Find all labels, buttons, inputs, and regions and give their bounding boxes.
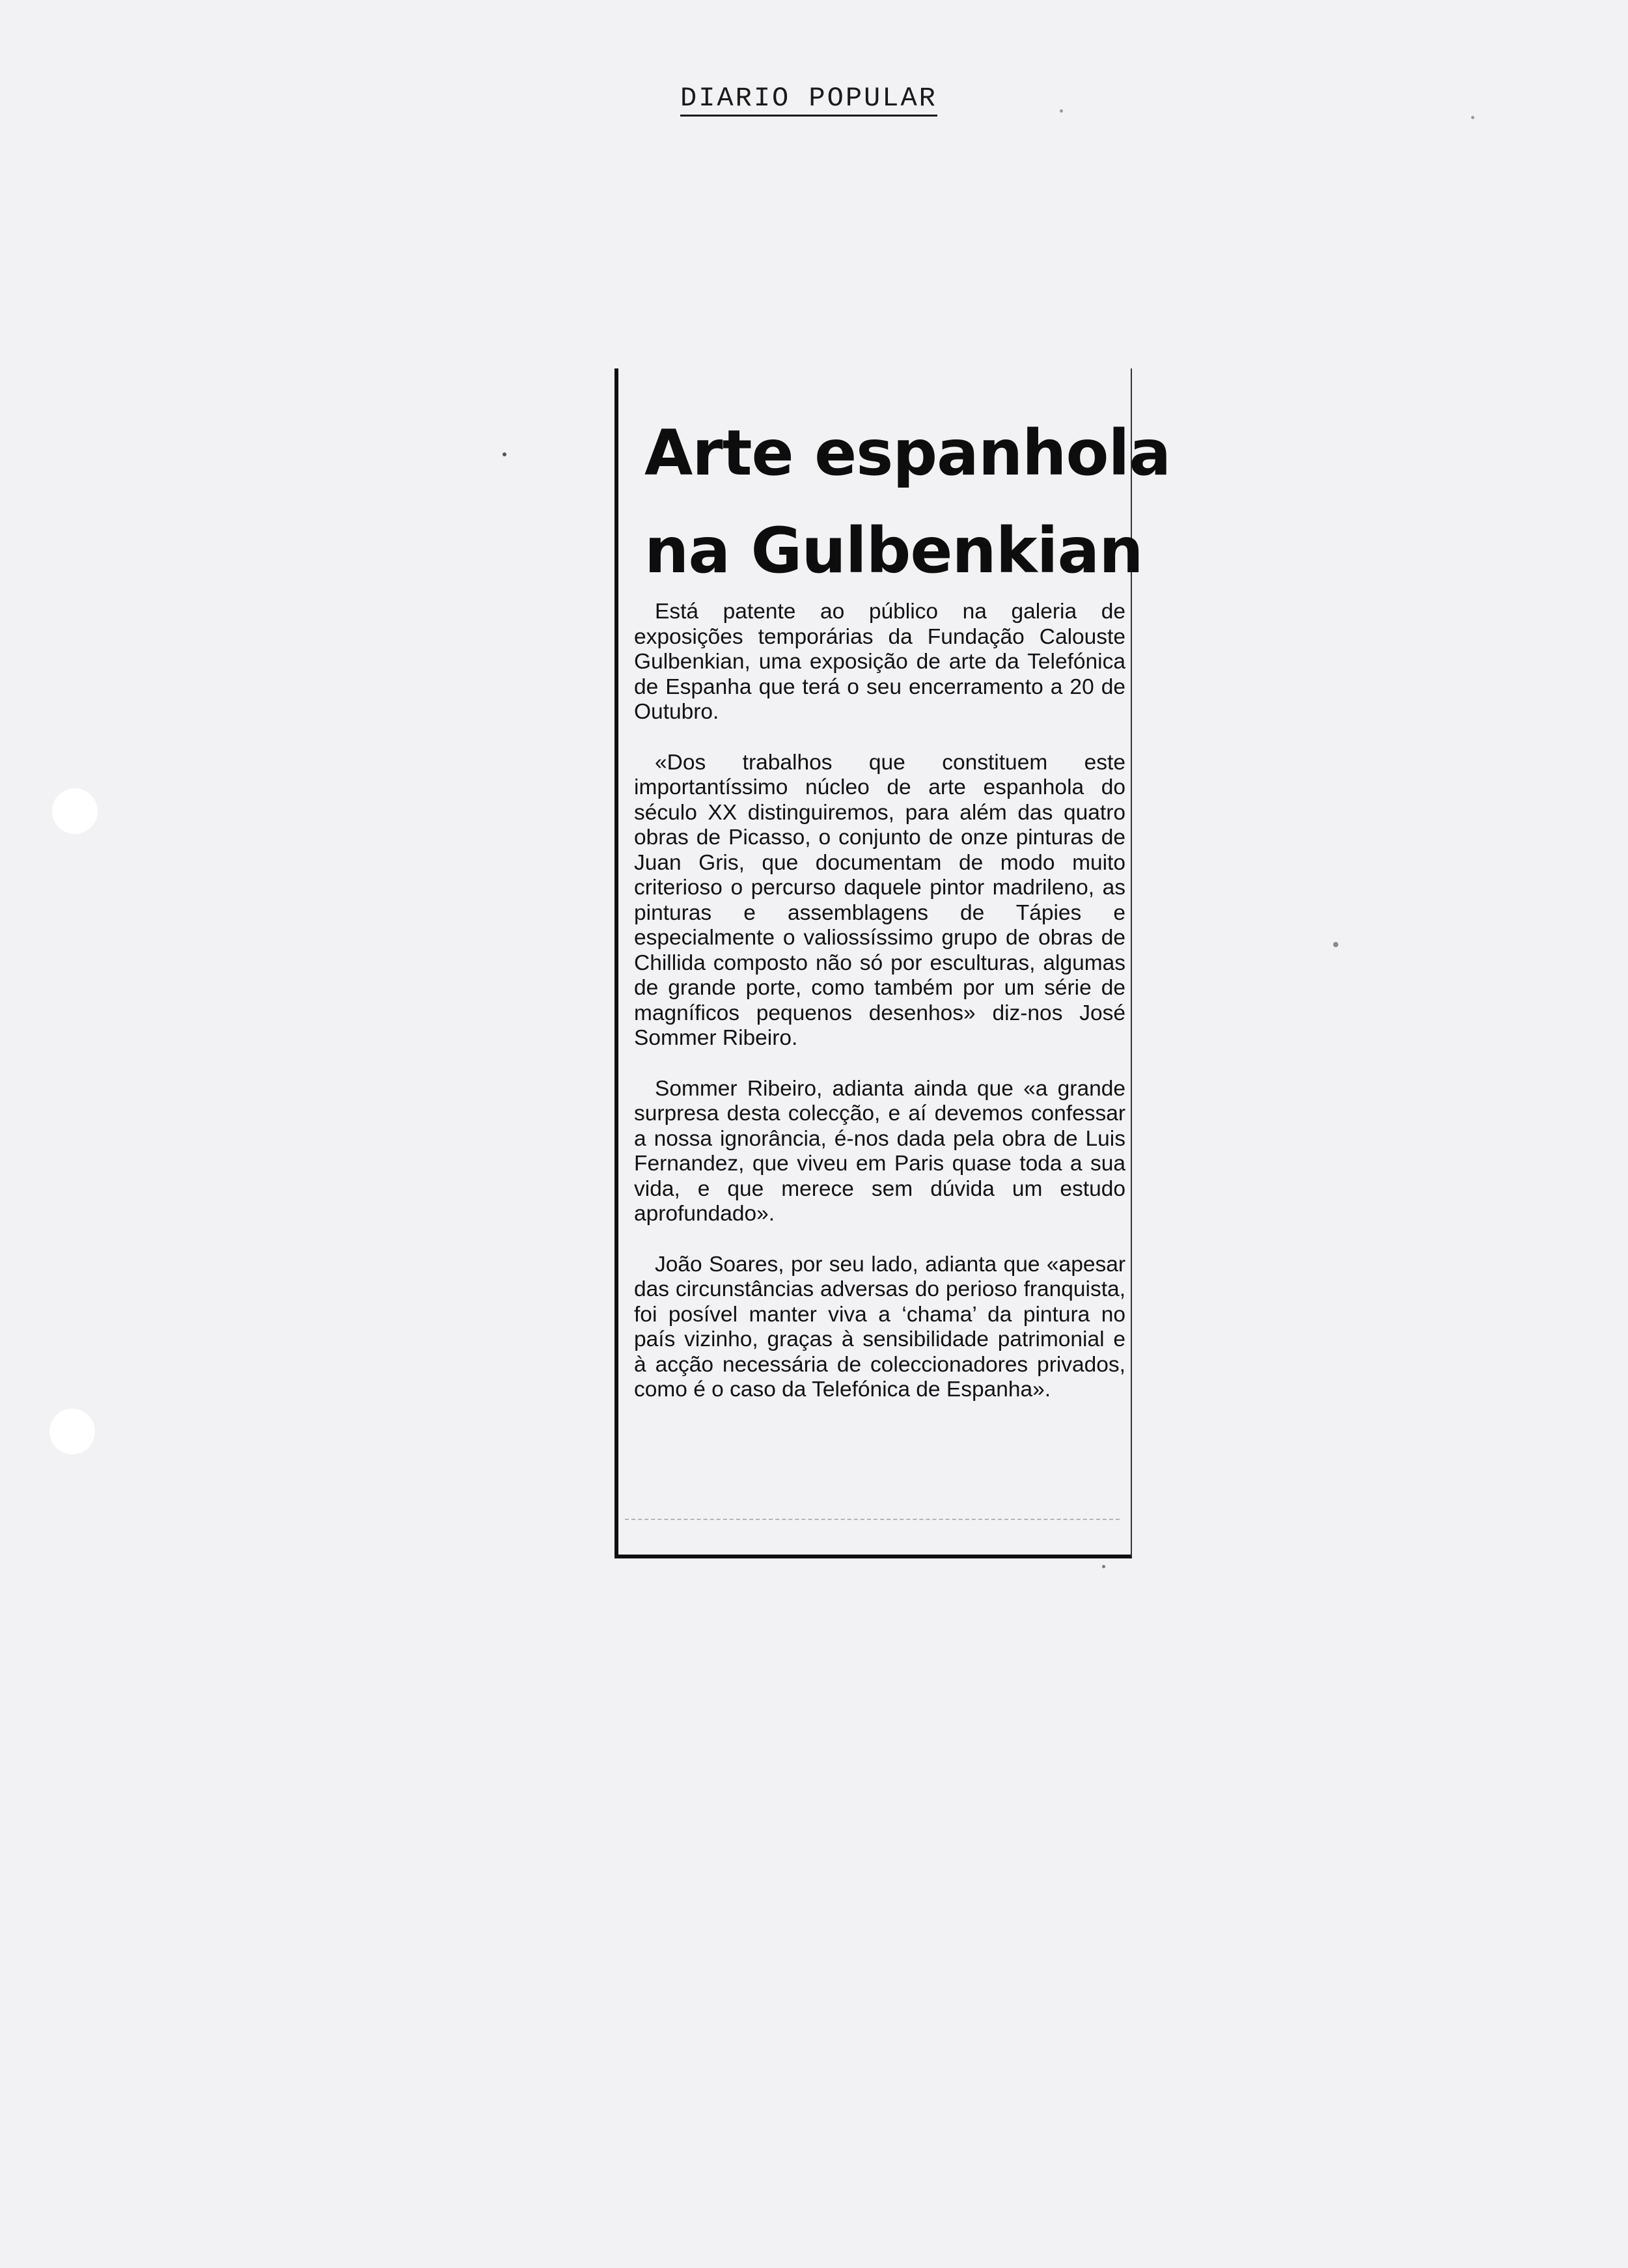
- article-body: [634, 600, 1125, 1428]
- paragraph: «Dos trabalhos que constituem este importantíssimo núcleo de arte espanhola do século XX distinguiremos, para além das quatro obras de Picasso, o conjunto de onze pinturas de Juan Gris, que documentam de modo muito criterioso o percurso daquele pintor madrileno, as pinturas e assemblagens de Tápies e especialmente o valiossíssimo grupo de obras de Chillida composto não só por esculturas, algumas de grande porte, como também por um série de magníficos pequenos desenhos» diz-nos José Sommer Ribeiro.: [634, 750, 1125, 1050]
- source-label: DIARIO POPULAR: [680, 83, 937, 117]
- scan-speck: [503, 452, 506, 456]
- headline-line-2: na Gulbenkian: [644, 514, 1143, 587]
- clipping-bottom-rule: [625, 1519, 1120, 1520]
- headline-line-1: Arte espanhola: [644, 417, 1171, 490]
- scan-speck: [1471, 116, 1474, 119]
- scan-speck: [1102, 1565, 1105, 1568]
- paragraph: João Soares, por seu lado, adianta que «apesar das circunstâncias adversas do perioso franquista, foi posível manter viva a ‘chama’ da pintura no país vizinho, graças à sensibilidade patrimonial e à acção necessária de coleccionadores privados, como é o caso da Telefónica de Espanha».: [634, 1252, 1125, 1402]
- newspaper-clipping: [614, 368, 1171, 1558]
- punch-hole-top: [52, 788, 98, 834]
- punch-hole-bottom: [49, 1409, 95, 1454]
- article-headline: [644, 404, 1171, 600]
- paragraph: Está patente ao público na galeria de exposições temporárias da Fundação Calouste Gulbenkian, uma exposição de arte da Telefónica de Espanha que terá o seu encerramento a 20 de Outubro.: [634, 600, 1125, 724]
- scan-speck: [1060, 109, 1063, 113]
- scan-speck: [1333, 942, 1338, 947]
- paragraph: Sommer Ribeiro, adianta ainda que «a grande surpresa desta colecção, e aí devemos confessar a nossa ignorância, é-nos dada pela obra de Luis Fernandez, que viveu em Paris quase toda a sua vida, e que merece sem dúvida um estudo aprofundado».: [634, 1076, 1125, 1226]
